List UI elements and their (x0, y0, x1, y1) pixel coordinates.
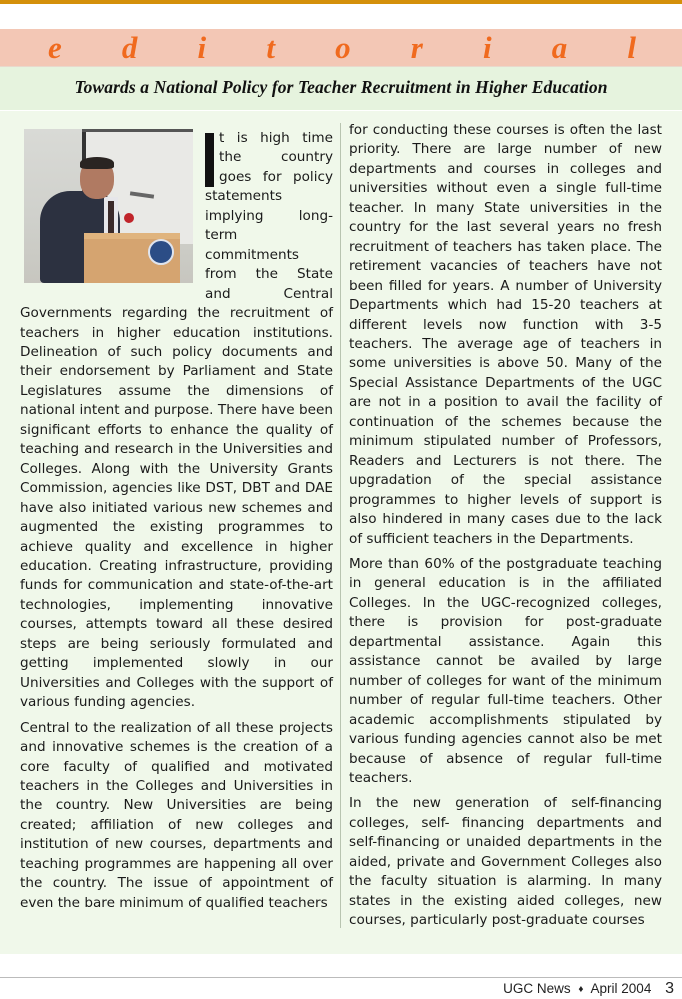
drop-cap (205, 133, 214, 187)
right-column (349, 121, 662, 937)
speaker-photo (24, 129, 193, 283)
banner-letter: t (266, 30, 275, 65)
page-footer (503, 980, 674, 998)
banner-letter: l (627, 30, 636, 65)
banner-letter: r (410, 30, 423, 65)
left-column (20, 129, 333, 919)
banner-letter: a (551, 30, 568, 65)
banner-letter: i (482, 30, 492, 65)
issue-date: April 2004 (590, 981, 652, 996)
column-divider (340, 123, 341, 928)
paragraph: In the new generation of self-financing colleges, self- financing departments and self-financing or unaided departments in the aided, private and Government Colleges also the faculty situation is alarming. In many states in the existing aided colleges, new courses, particularly post-graduate courses (349, 795, 662, 929)
banner-letter: i (197, 30, 207, 65)
paragraph: More than 60% of the postgraduate teaching in general education is in the affiliated Colleges. In the UGC-recognized colleges, there is provision for post-graduate departmental assistance. Again this assistance cannot be availed by large number of colleges for want of the minimum number of regular full-time teachers. Other academic accomplishments stipulated by various funding agencies cannot also be met because of absence of regular full-time teachers. (349, 555, 662, 786)
diamond-icon: ♦ (578, 984, 584, 995)
banner-letter: o (335, 30, 351, 65)
paragraph-text: t is high time the country goes for policy statements implying long-term commitments from the State and Central Governments regarding the recruitment of teachers in higher education institutions. Delineation of such policy documents and their endorsement by Parliament and State Legislatures assume the dimensions of national intent and purpose. There have been significant efforts to enhance the quality of teaching and research in the Universities and Colleges. Along with the University Grants Commission, agencies like DST, DBT and DAE have also initiated various new schemes and augmented the existing programmes to achieve quality and excellence in higher education. Creating infrastructure, providing funds for communication and state-of-the-art technologies, implementing innovative courses, attempts toward all these desired steps are being seriously formulated and getting implemented slowly in our Universities and Colleges with the support of various funding agencies. (20, 130, 333, 711)
top-rule (0, 0, 682, 4)
paragraph: Central to the realization of all these projects and innovative schemes is the creation of a core faculty of qualified and motivated teachers in the Colleges and Universities in the country. New Universities are being created; affiliation of new colleges and institution of new courses, departments and teaching programmes are happening all over the country. The issue of appointment of even the bare minimum of qualified teachers (20, 719, 333, 911)
publication-name: UGC News (503, 981, 571, 996)
emblem-icon (148, 239, 174, 265)
page-number: 3 (665, 980, 674, 997)
article-body (0, 110, 682, 954)
banner-letter: d (121, 30, 138, 65)
paragraph: for conducting these courses is often the last priority. There are large number of new departments and courses in colleges and universities without even a single full-time teacher. In many State universities in the country for the last several years no fresh recruitment of teachers has taken place. The retirement vacancies of teachers have not been filled for years. A number of University Departments which had 15-20 teachers at different levels now function with 3-5 teachers. The average age of teachers in some universities is above 50. Many of the Special Assistance Departments of the UGC are not in a position to avail the facility of continuation of the schemes because the minimum stipulated number of Professors, Readers and Lecturers is not there. The upgradation of the special assistance programmes to higher levels of support is also hindered in many cases due to the lack of sufficient teachers in the Departments. (349, 122, 662, 547)
banner-letter: e (48, 30, 62, 65)
article-title: Towards a National Policy for Teacher Recruitment in Higher Education (74, 77, 608, 97)
title-band (0, 66, 682, 110)
footer-rule (0, 977, 682, 978)
section-banner (0, 29, 682, 66)
